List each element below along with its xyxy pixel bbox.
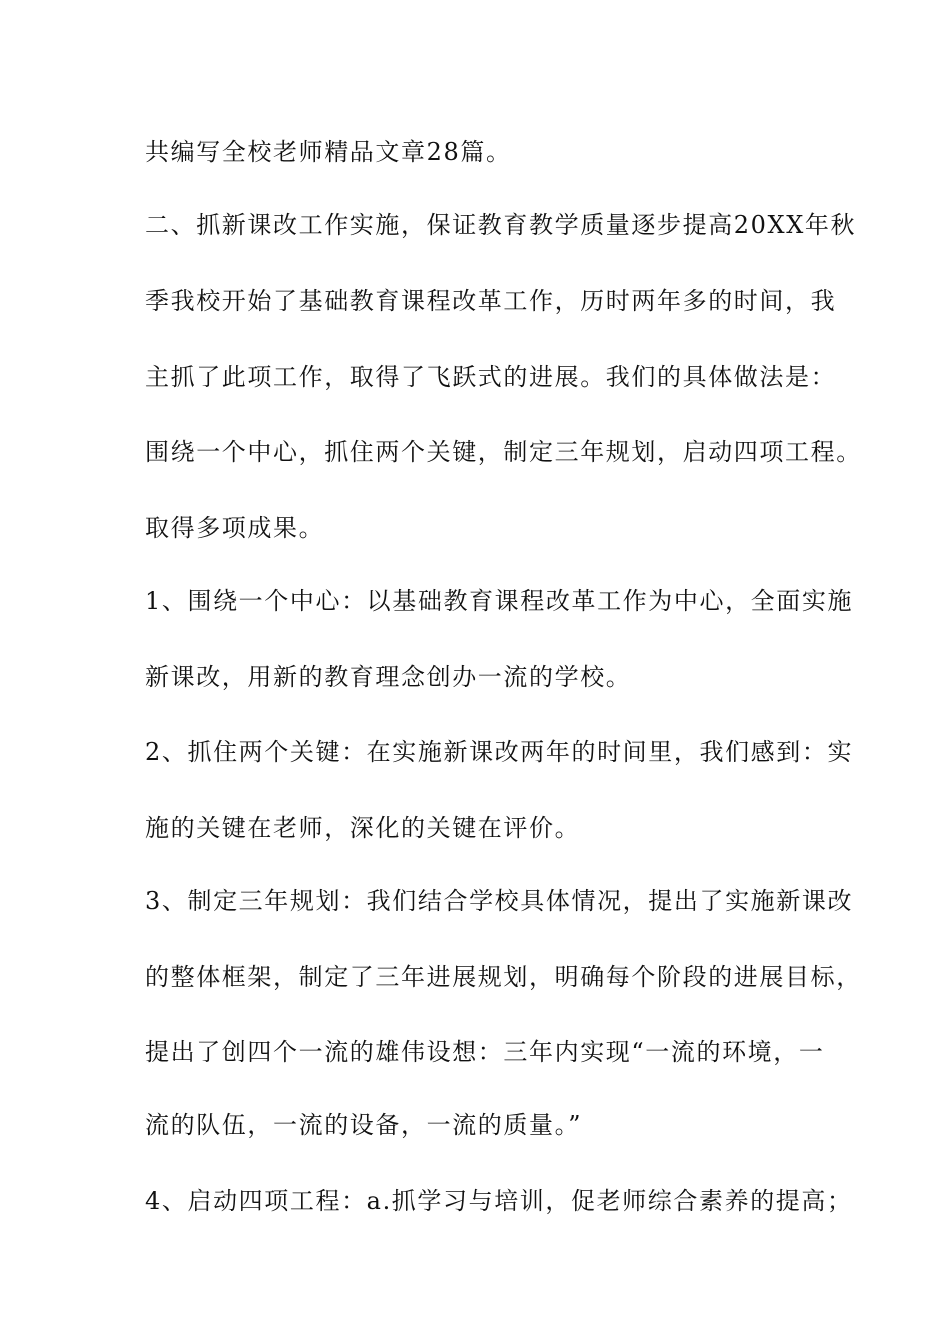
text-line: 提出了创四个一流的雄伟设想：三年内实现“一流的环境，一	[145, 1038, 825, 1066]
text-line: 1、围绕一个中心：以基础教育课程改革工作为中心，全面实施	[145, 587, 854, 615]
text-line: 二、抓新课改工作实施，保证教育教学质量逐步提高20XX年秋	[145, 211, 857, 239]
text-line: 2、抓住两个关键：在实施新课改两年的时间里，我们感到：实	[145, 738, 854, 766]
text-line: 的整体框架，制定了三年进展规划，明确每个阶段的进展目标，	[145, 963, 862, 991]
text-line: 主抓了此项工作，取得了飞跃式的进展。我们的具体做法是：	[145, 363, 837, 391]
text-line: 新课改，用新的教育理念创办一流的学校。	[145, 663, 632, 691]
text-line: 共编写全校老师精品文章28篇。	[145, 138, 512, 166]
text-line: 季我校开始了基础教育课程改革工作，历时两年多的时间，我	[145, 287, 837, 315]
text-line: 4、启动四项工程：a.抓学习与培训，促老师综合素养的提高；	[145, 1187, 853, 1215]
text-line: 3、制定三年规划：我们结合学校具体情况，提出了实施新课改	[145, 887, 854, 915]
text-line: 施的关键在老师，深化的关键在评价。	[145, 814, 581, 842]
text-line: 围绕一个中心，抓住两个关键，制定三年规划，启动四项工程。	[145, 438, 862, 466]
text-line: 流的队伍，一流的设备，一流的质量。”	[145, 1111, 583, 1139]
text-line: 取得多项成果。	[145, 514, 325, 542]
